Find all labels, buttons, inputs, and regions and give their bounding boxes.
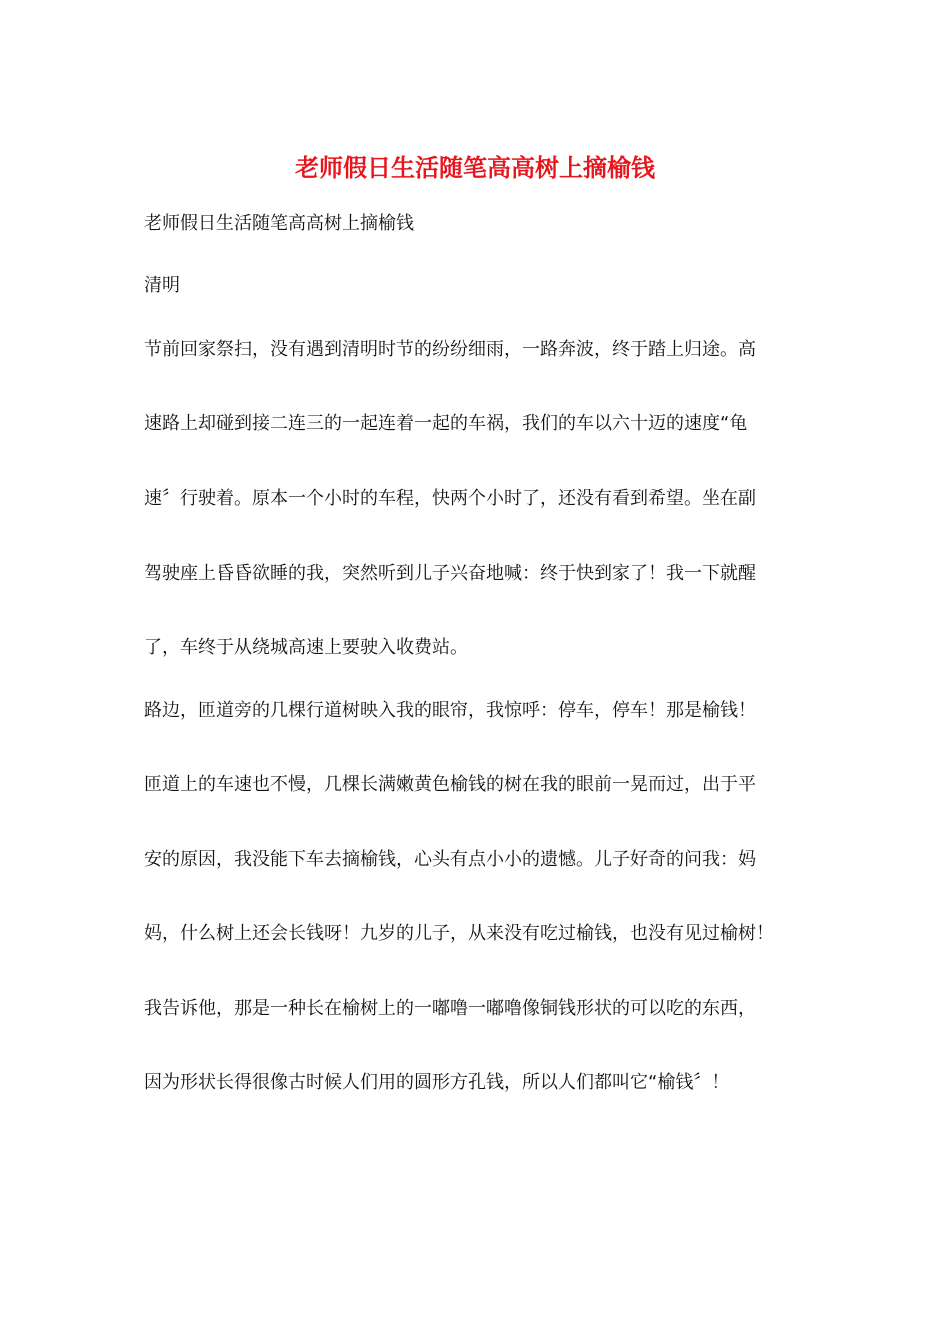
paragraph-line: 速路上却碰到接二连三的一起连着一起的车祸，我们的车以六十迈的速度“龟 bbox=[144, 413, 748, 434]
paragraph-line: 因为形状长得很像古时候人们用的圆形方孔钱，所以人们都叫它“榆钱〞！ bbox=[144, 1072, 730, 1093]
paragraph-line: 匝道上的车速也不慢，几棵长满嫩黄色榆钱的树在我的眼前一晃而过，出于平 bbox=[144, 774, 756, 795]
paragraph-line: 路边，匝道旁的几棵行道树映入我的眼帘，我惊呼：停车，停车！那是榆钱！ bbox=[144, 700, 756, 721]
paragraph-line: 清明 bbox=[144, 275, 180, 296]
paragraph-line: 妈，什么树上还会长钱呀！九岁的儿子，从来没有吃过榆钱，也没有见过榆树！ bbox=[144, 923, 774, 944]
paragraph-line: 驾驶座上昏昏欲睡的我，突然听到儿子兴奋地喊：终于快到家了！我一下就醒 bbox=[144, 563, 756, 584]
paragraph-line: 速〞行驶着。原本一个小时的车程，快两个小时了，还没有看到希望。坐在副 bbox=[144, 488, 756, 509]
document-title: 老师假日生活随笔高高树上摘榆钱 bbox=[295, 153, 655, 182]
paragraph-line: 我告诉他，那是一种长在榆树上的一嘟噜一嘟噜像铜钱形状的可以吃的东西， bbox=[144, 998, 756, 1019]
paragraph-line: 了，车终于从绕城高速上要驶入收费站。 bbox=[144, 637, 468, 658]
subtitle-line: 老师假日生活随笔高高树上摘榆钱 bbox=[144, 213, 414, 234]
paragraph-line: 节前回家祭扫，没有遇到清明时节的纷纷细雨，一路奔波，终于踏上归途。高 bbox=[144, 339, 756, 360]
paragraph-line: 安的原因，我没能下车去摘榆钱，心头有点小小的遗憾。儿子好奇的问我：妈 bbox=[144, 849, 756, 870]
